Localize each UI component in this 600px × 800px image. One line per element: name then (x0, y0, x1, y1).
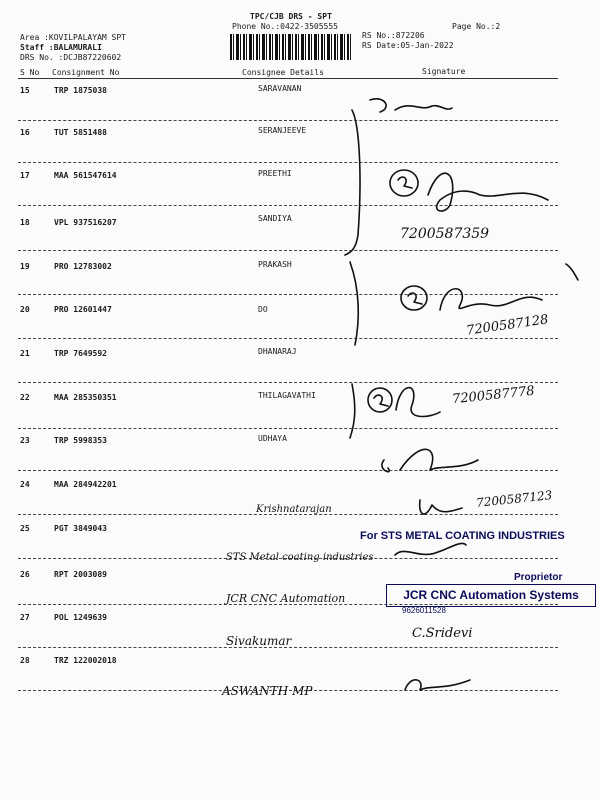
row-sno: 16 (20, 128, 30, 137)
jcr-stamp: JCR CNC Automation Systems (386, 584, 596, 607)
row-sno: 28 (20, 656, 30, 665)
row-consignment: PRO 12601447 (54, 305, 112, 314)
row-sno: 15 (20, 86, 30, 95)
handwritten-jcr: JCR CNC Automation (226, 592, 346, 605)
row-consignee: DO (258, 305, 268, 314)
row-consignee: SANDIYA (258, 214, 292, 223)
row-sno: 20 (20, 305, 30, 314)
row-sno: 17 (20, 171, 30, 180)
area-field: Area :KOVILPALAYAM SPT (20, 33, 126, 42)
row-consignee: DHANARAJ (258, 347, 297, 356)
jcr-stamp-phone: 9626011528 (402, 606, 446, 615)
row-sno: 24 (20, 480, 30, 489)
row-consignment: MAA 284942201 (54, 480, 117, 489)
row-consignment: TRZ 122002018 (54, 656, 117, 665)
document-title: TPC/CJB DRS - SPT (250, 12, 332, 21)
handwritten-phone-4: 7200587123 (475, 488, 553, 510)
row-sno: 23 (20, 436, 30, 445)
handwritten-aswanth: ASWANTH MP (222, 684, 313, 698)
row-sno: 19 (20, 262, 30, 271)
row-sno: 21 (20, 349, 30, 358)
sts-stamp: For STS METAL COATING INDUSTRIES (360, 530, 565, 542)
col-header-sno: S No (20, 68, 40, 77)
handwritten-signature-sridevi: C.Sridevi (412, 626, 473, 641)
row-sno: 22 (20, 393, 30, 402)
row-sno: 26 (20, 570, 30, 579)
staff-field: Staff :BALAMURALI (20, 43, 102, 52)
row-sno: 18 (20, 218, 30, 227)
drs-number: DRS No. :DCJB87220602 (20, 53, 122, 62)
page-number: Page No.:2 (452, 22, 501, 31)
phone-number: Phone No.:0422-3505555 (232, 22, 338, 31)
row-consignment: TRP 5998353 (54, 436, 107, 445)
handwritten-name-krishnatarajan: Krishnatarajan (256, 504, 332, 515)
row-consignee: PREETHI (258, 169, 292, 178)
row-consignee: THILAGAVATHI (258, 391, 316, 400)
col-header-consignee: Consignee Details (242, 68, 324, 77)
row-consignment: MAA 561547614 (54, 171, 117, 180)
handwritten-phone-3: 7200587778 (451, 383, 536, 408)
row-consignment: TUT 5851488 (54, 128, 107, 137)
row-consignee: SERANJEEVE (258, 126, 307, 135)
col-header-signature: Signature (422, 67, 466, 76)
row-consignment: MAA 285350351 (54, 393, 117, 402)
handwritten-sts: STS Metal coating industries (226, 552, 374, 563)
row-consignment: VPL 937516207 (54, 218, 117, 227)
row-consignee: PRAKASH (258, 260, 292, 269)
row-consignee: SARAVANAN (258, 84, 302, 93)
handwritten-phone-2: 7200587128 (465, 312, 550, 339)
row-consignment: TRP 1875038 (54, 86, 107, 95)
row-consignment: PGT 3849043 (54, 524, 107, 533)
row-consignee: UDHAYA (258, 434, 287, 443)
proprietor-stamp: Proprietor (514, 572, 563, 583)
rs-number: RS No.:872206 (362, 31, 425, 40)
rs-date: RS Date:05-Jan-2022 (362, 41, 454, 50)
row-sno: 25 (20, 524, 30, 533)
row-sno: 27 (20, 613, 30, 622)
row-consignment: POL 1249639 (54, 613, 107, 622)
handwritten-phone-1: 7200587359 (400, 226, 490, 242)
handwritten-sivakumar: Sivakumar (226, 634, 292, 648)
row-consignment: TRP 7649592 (54, 349, 107, 358)
col-header-consignment: Consignment No (52, 68, 120, 77)
row-consignment: RPT 2003089 (54, 570, 107, 579)
row-consignment: PRO 12783002 (54, 262, 112, 271)
